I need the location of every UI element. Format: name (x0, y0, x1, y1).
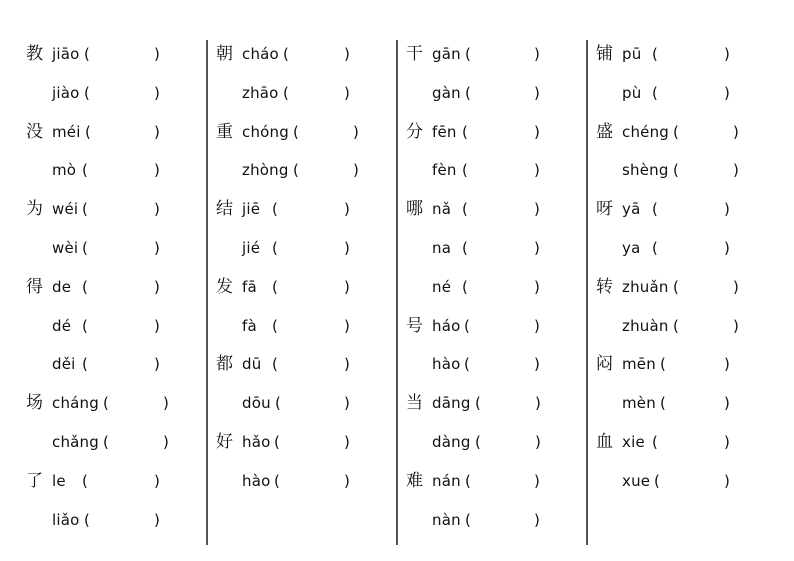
pinyin-reading: jiāo (52, 45, 80, 63)
answer-open-paren: ( (673, 277, 679, 296)
answer-blank[interactable] (670, 393, 722, 413)
hanzi-character: 为 (26, 199, 43, 220)
pinyin-reading: mò (52, 161, 77, 180)
answer-open-paren: ( (464, 355, 470, 374)
entry-row (406, 156, 576, 184)
answer-blank[interactable] (664, 471, 722, 491)
answer-close-paren: ) (154, 239, 160, 257)
entry-row (26, 195, 196, 223)
entry-row (26, 312, 196, 340)
answer-blank[interactable] (92, 238, 152, 258)
answer-close-paren: ) (154, 510, 160, 529)
answer-open-paren: ( (652, 83, 658, 102)
answer-close-paren: ) (733, 161, 739, 180)
answer-blank[interactable] (662, 199, 722, 219)
answer-open-paren: ( (465, 510, 471, 529)
answer-open-paren: ( (82, 161, 88, 180)
entry-row (406, 118, 576, 146)
answer-blank[interactable] (92, 354, 152, 374)
entry-row (596, 312, 766, 340)
entry-row (406, 273, 576, 301)
pinyin-reading: chǎng (52, 433, 99, 451)
answer-open-paren: ( (272, 355, 278, 374)
pinyin-reading: chóng (242, 122, 289, 141)
hanzi-character: 当 (406, 393, 423, 414)
answer-blank[interactable] (282, 316, 342, 336)
answer-close-paren: ) (724, 200, 730, 219)
answer-blank[interactable] (282, 277, 342, 297)
hanzi-character: 铺 (596, 44, 613, 64)
answer-close-paren: ) (163, 433, 169, 451)
answer-open-paren: ( (464, 316, 470, 335)
answer-close-paren: ) (154, 83, 160, 102)
entry-row (26, 350, 196, 378)
entry-row (216, 350, 386, 378)
entry-row (596, 273, 766, 301)
entry-row (406, 389, 576, 417)
answer-close-paren: ) (154, 277, 160, 296)
answer-blank[interactable] (472, 199, 532, 219)
answer-blank[interactable] (303, 160, 351, 180)
answer-close-paren: ) (733, 122, 739, 141)
pinyin-reading: shèng (622, 161, 669, 180)
answer-blank[interactable] (92, 160, 152, 180)
pinyin-reading: na (432, 239, 452, 257)
entry-row (216, 40, 386, 68)
answer-close-paren: ) (344, 200, 350, 219)
answer-blank[interactable] (92, 199, 152, 219)
answer-open-paren: ( (660, 394, 666, 413)
entry-row (216, 389, 386, 417)
answer-blank[interactable] (113, 393, 161, 413)
answer-blank[interactable] (293, 83, 342, 103)
entry-row (596, 389, 766, 417)
hanzi-character: 哪 (406, 199, 423, 220)
entry-row (216, 234, 386, 262)
answer-open-paren: ( (673, 122, 679, 141)
answer-open-paren: ( (293, 122, 299, 141)
answer-open-paren: ( (82, 316, 88, 335)
answer-blank[interactable] (662, 432, 722, 452)
answer-close-paren: ) (724, 83, 730, 102)
entry-row (216, 79, 386, 107)
answer-close-paren: ) (534, 510, 540, 529)
answer-open-paren: ( (465, 45, 471, 63)
pinyin-reading: mēn (622, 355, 656, 374)
answer-close-paren: ) (535, 433, 541, 451)
answer-blank[interactable] (662, 44, 722, 64)
entry-row (406, 234, 576, 262)
pinyin-reading: xie (622, 433, 645, 451)
answer-blank[interactable] (475, 83, 532, 103)
answer-close-paren: ) (733, 316, 739, 335)
pinyin-reading: hào (242, 471, 271, 490)
hanzi-character: 转 (596, 276, 613, 297)
entry-row (596, 40, 766, 68)
column-2 (216, 0, 391, 561)
hanzi-character: 朝 (216, 44, 233, 64)
hanzi-character: 盛 (596, 121, 613, 142)
pinyin-reading: zhāo (242, 83, 279, 102)
answer-blank[interactable] (94, 44, 152, 64)
entry-row (216, 118, 386, 146)
pinyin-reading: fēn (432, 122, 457, 141)
answer-close-paren: ) (154, 161, 160, 180)
answer-close-paren: ) (154, 471, 160, 490)
answer-blank[interactable] (485, 432, 533, 452)
hanzi-character: 难 (406, 470, 423, 491)
hanzi-character: 血 (596, 432, 613, 452)
answer-open-paren: ( (82, 471, 88, 490)
answer-open-paren: ( (462, 200, 468, 219)
answer-blank[interactable] (475, 44, 532, 64)
column-divider (586, 40, 588, 545)
answer-close-paren: ) (534, 239, 540, 257)
pinyin-reading: dōu (242, 394, 271, 413)
answer-close-paren: ) (724, 471, 730, 490)
pinyin-reading: fà (242, 316, 257, 335)
entry-row (596, 118, 766, 146)
answer-close-paren: ) (724, 239, 730, 257)
hanzi-character: 教 (26, 44, 43, 64)
hanzi-character: 场 (26, 393, 43, 414)
column-1 (26, 0, 201, 561)
pinyin-reading: dāng (432, 394, 471, 413)
answer-open-paren: ( (84, 510, 90, 529)
pinyin-reading: nǎ (432, 200, 452, 219)
answer-open-paren: ( (652, 200, 658, 219)
pinyin-reading: jié (242, 239, 261, 257)
pinyin-reading: fā (242, 277, 257, 296)
answer-blank[interactable] (94, 83, 152, 103)
answer-close-paren: ) (344, 316, 350, 335)
answer-blank[interactable] (683, 277, 731, 297)
answer-close-paren: ) (534, 122, 540, 141)
entry-row (596, 350, 766, 378)
answer-close-paren: ) (724, 45, 730, 63)
answer-blank[interactable] (282, 199, 342, 219)
answer-close-paren: ) (344, 45, 350, 63)
pinyin-reading: chéng (622, 122, 670, 141)
answer-open-paren: ( (274, 471, 280, 490)
pinyin-reading: hǎo (242, 433, 271, 451)
pinyin-reading: děi (52, 355, 76, 374)
entry-row (406, 79, 576, 107)
pinyin-reading: pū (622, 45, 642, 63)
answer-blank[interactable] (683, 122, 731, 142)
answer-close-paren: ) (344, 471, 350, 490)
answer-open-paren: ( (82, 239, 88, 257)
answer-open-paren: ( (82, 277, 88, 296)
pinyin-reading: liǎo (52, 510, 80, 529)
entry-row (596, 195, 766, 223)
answer-close-paren: ) (534, 316, 540, 335)
hanzi-character: 闷 (596, 354, 613, 375)
answer-blank[interactable] (282, 354, 342, 374)
entry-row (216, 273, 386, 301)
entry-row (26, 156, 196, 184)
answer-blank[interactable] (284, 471, 342, 491)
answer-close-paren: ) (724, 355, 730, 374)
answer-blank[interactable] (94, 510, 152, 530)
answer-open-paren: ( (475, 433, 481, 451)
answer-close-paren: ) (344, 277, 350, 296)
answer-open-paren: ( (660, 355, 666, 374)
answer-close-paren: ) (534, 161, 540, 180)
answer-blank[interactable] (95, 122, 152, 142)
entry-row (216, 195, 386, 223)
answer-open-paren: ( (652, 239, 658, 257)
answer-open-paren: ( (462, 277, 468, 296)
entry-row (216, 156, 386, 184)
answer-open-paren: ( (85, 122, 91, 141)
pinyin-reading: háo (432, 316, 461, 335)
entry-row (26, 234, 196, 262)
answer-open-paren: ( (82, 355, 88, 374)
pinyin-reading: xue (622, 471, 651, 490)
pinyin-reading: zhuǎn (622, 277, 669, 296)
entry-row (26, 118, 196, 146)
answer-close-paren: ) (534, 200, 540, 219)
answer-close-paren: ) (733, 277, 739, 296)
answer-open-paren: ( (465, 471, 471, 490)
entry-row (406, 312, 576, 340)
pinyin-reading: gàn (432, 83, 461, 102)
answer-open-paren: ( (84, 83, 90, 102)
answer-close-paren: ) (344, 433, 350, 451)
answer-close-paren: ) (534, 277, 540, 296)
answer-open-paren: ( (283, 45, 289, 63)
answer-blank[interactable] (662, 238, 722, 258)
pinyin-reading: gān (432, 45, 461, 63)
answer-close-paren: ) (353, 122, 359, 141)
entry-row (406, 40, 576, 68)
answer-open-paren: ( (673, 161, 679, 180)
entry-row (596, 467, 766, 495)
entry-row (26, 389, 196, 417)
answer-open-paren: ( (275, 394, 281, 413)
answer-blank[interactable] (472, 238, 532, 258)
pinyin-reading: dé (52, 316, 72, 335)
pinyin-reading: mèn (622, 394, 656, 413)
entry-row (596, 234, 766, 262)
answer-blank[interactable] (303, 122, 351, 142)
answer-open-paren: ( (652, 45, 658, 63)
answer-open-paren: ( (465, 83, 471, 102)
hanzi-character: 号 (406, 315, 423, 336)
entry-row (26, 428, 196, 456)
answer-open-paren: ( (82, 200, 88, 219)
answer-blank[interactable] (472, 277, 532, 297)
answer-close-paren: ) (154, 45, 160, 63)
entry-row (406, 350, 576, 378)
pinyin-reading: le (52, 471, 66, 490)
answer-blank[interactable] (284, 432, 342, 452)
answer-blank[interactable] (293, 44, 342, 64)
answer-blank[interactable] (92, 471, 152, 491)
answer-open-paren: ( (475, 394, 481, 413)
answer-blank[interactable] (474, 354, 532, 374)
answer-open-paren: ( (84, 45, 90, 63)
answer-open-paren: ( (462, 122, 468, 141)
pinyin-reading: fèn (432, 161, 457, 180)
pinyin-reading: hào (432, 355, 461, 374)
column-divider (396, 40, 398, 545)
pinyin-reading: dàng (432, 433, 471, 451)
pinyin-reading: jiào (52, 83, 80, 102)
answer-open-paren: ( (272, 277, 278, 296)
answer-open-paren: ( (103, 394, 109, 413)
pinyin-reading: nán (432, 471, 461, 490)
answer-open-paren: ( (103, 433, 109, 451)
answer-open-paren: ( (283, 83, 289, 102)
pinyin-reading: dū (242, 355, 262, 374)
answer-close-paren: ) (535, 394, 541, 413)
answer-close-paren: ) (344, 355, 350, 374)
pinyin-reading: de (52, 277, 72, 296)
pinyin-reading: wéi (52, 200, 79, 219)
hanzi-character: 结 (216, 199, 233, 220)
answer-open-paren: ( (654, 471, 660, 490)
answer-open-paren: ( (293, 161, 299, 180)
answer-blank[interactable] (282, 238, 342, 258)
entry-row (406, 506, 576, 534)
pinyin-reading: wèi (52, 239, 79, 257)
entry-row (596, 428, 766, 456)
entry-row (26, 506, 196, 534)
pinyin-reading: ya (622, 239, 641, 257)
hanzi-character: 分 (406, 121, 423, 142)
entry-row (26, 467, 196, 495)
answer-close-paren: ) (534, 83, 540, 102)
answer-open-paren: ( (652, 433, 658, 451)
answer-close-paren: ) (724, 433, 730, 451)
entry-row (26, 273, 196, 301)
answer-close-paren: ) (154, 316, 160, 335)
entry-row (406, 428, 576, 456)
entry-row (216, 312, 386, 340)
answer-close-paren: ) (724, 394, 730, 413)
answer-blank[interactable] (475, 471, 532, 491)
answer-open-paren: ( (272, 316, 278, 335)
answer-blank[interactable] (113, 432, 161, 452)
answer-open-paren: ( (462, 161, 468, 180)
pinyin-reading: pù (622, 83, 642, 102)
answer-blank[interactable] (683, 160, 731, 180)
pinyin-reading: zhòng (242, 161, 289, 180)
answer-blank[interactable] (662, 83, 722, 103)
pinyin-reading: jiē (242, 200, 261, 219)
answer-close-paren: ) (154, 122, 160, 141)
entry-row (26, 40, 196, 68)
answer-open-paren: ( (274, 433, 280, 451)
hanzi-character: 好 (216, 432, 233, 452)
answer-blank[interactable] (474, 316, 532, 336)
answer-blank[interactable] (92, 316, 152, 336)
pinyin-reading: cháng (52, 394, 99, 413)
pinyin-reading: nàn (432, 510, 461, 529)
hanzi-character: 发 (216, 276, 233, 297)
answer-close-paren: ) (534, 355, 540, 374)
hanzi-character: 了 (26, 470, 43, 491)
answer-close-paren: ) (154, 355, 160, 374)
answer-blank[interactable] (472, 160, 532, 180)
hanzi-character: 干 (406, 44, 423, 64)
answer-close-paren: ) (163, 394, 169, 413)
entry-row (216, 467, 386, 495)
answer-close-paren: ) (353, 161, 359, 180)
answer-close-paren: ) (154, 200, 160, 219)
entry-row (596, 79, 766, 107)
hanzi-character: 没 (26, 121, 43, 142)
answer-blank[interactable] (485, 393, 533, 413)
hanzi-character: 都 (216, 354, 233, 375)
answer-blank[interactable] (285, 393, 342, 413)
pinyin-reading: yā (622, 200, 641, 219)
answer-blank[interactable] (472, 122, 532, 142)
answer-blank[interactable] (683, 316, 731, 336)
answer-blank[interactable] (92, 277, 152, 297)
answer-open-paren: ( (462, 239, 468, 257)
answer-close-paren: ) (534, 45, 540, 63)
column-3 (406, 0, 581, 561)
answer-close-paren: ) (344, 83, 350, 102)
answer-close-paren: ) (344, 394, 350, 413)
answer-open-paren: ( (272, 200, 278, 219)
hanzi-character: 得 (26, 276, 43, 297)
column-4 (596, 0, 771, 561)
answer-blank[interactable] (475, 510, 532, 530)
hanzi-character: 重 (216, 121, 233, 142)
pinyin-reading: cháo (242, 45, 279, 63)
pinyin-reading: zhuàn (622, 316, 669, 335)
entry-row (26, 79, 196, 107)
answer-close-paren: ) (344, 239, 350, 257)
hanzi-character: 呀 (596, 199, 613, 220)
pinyin-reading: méi (52, 122, 81, 141)
entry-row (216, 428, 386, 456)
entry-row (406, 467, 576, 495)
entry-row (596, 156, 766, 184)
answer-open-paren: ( (673, 316, 679, 335)
entry-row (406, 195, 576, 223)
column-divider (206, 40, 208, 545)
answer-close-paren: ) (534, 471, 540, 490)
answer-open-paren: ( (272, 239, 278, 257)
answer-blank[interactable] (670, 354, 722, 374)
pinyin-reading: né (432, 277, 452, 296)
